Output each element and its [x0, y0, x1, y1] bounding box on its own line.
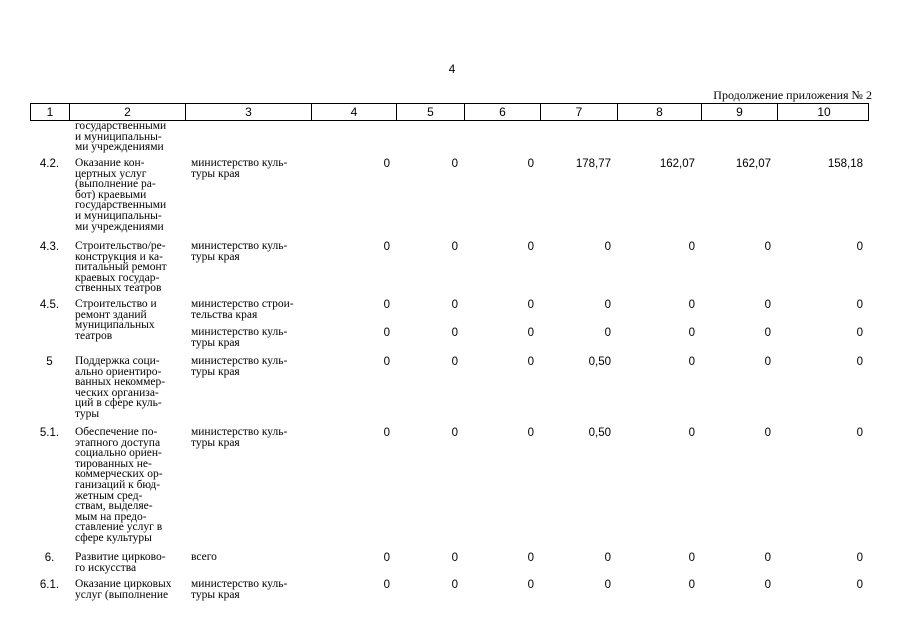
- value-cell-col-4: 0: [383, 241, 390, 253]
- value-cell-col-5: 0: [451, 158, 458, 170]
- value-cell-col-7: 0,50: [588, 356, 611, 368]
- row-name: Поддержка соци- ально ориентиро- ванных некоммер- ческих организа- ций в сфере куль- туры: [75, 355, 166, 420]
- value-cell-col-9: 0: [764, 427, 771, 439]
- value-cell-col-7: 0: [604, 579, 611, 591]
- value-cell-col-5: 0: [451, 241, 458, 253]
- row-executor: министерство куль- туры края: [191, 326, 288, 349]
- column-header-6: 6: [465, 104, 541, 120]
- value-cell-col-4: 0: [383, 327, 390, 339]
- value-cell-col-10: 0: [856, 241, 863, 253]
- row-executor: министерство куль- туры края: [191, 355, 288, 378]
- value-cell-col-9: 0: [764, 356, 771, 368]
- column-header-7: 7: [541, 104, 618, 120]
- value-cell-col-8: 0: [688, 356, 695, 368]
- column-header-9: 9: [702, 104, 778, 120]
- value-cell-col-6: 0: [527, 158, 534, 170]
- row-executor: министерство строи- тельства края: [191, 298, 294, 321]
- value-cell-col-5: 0: [451, 327, 458, 339]
- value-cell-col-9: 0: [764, 299, 771, 311]
- value-cell-col-8: 0: [688, 241, 695, 253]
- value-cell-col-9: 0: [764, 327, 771, 339]
- value-cell-col-10: 0: [856, 427, 863, 439]
- value-cell-col-8: 0: [688, 579, 695, 591]
- row-name: Развитие цирково- го искусства: [75, 551, 166, 574]
- value-cell-col-5: 0: [451, 299, 458, 311]
- value-cell-col-6: 0: [527, 552, 534, 564]
- value-cell-col-7: 0: [604, 299, 611, 311]
- value-cell-col-5: 0: [451, 552, 458, 564]
- column-header-1: 1: [31, 104, 70, 120]
- continuation-note: Продолжение приложения № 2: [713, 88, 872, 102]
- row-number: 4.3.: [39, 241, 60, 253]
- value-cell-col-6: 0: [527, 299, 534, 311]
- row-number: 4.5.: [39, 299, 60, 311]
- value-cell-col-6: 0: [527, 356, 534, 368]
- row-name: Оказание цирковых услуг (выполнение: [75, 578, 172, 601]
- value-cell-col-4: 0: [383, 299, 390, 311]
- value-cell-col-5: 0: [451, 579, 458, 591]
- value-cell-col-9: 162,07: [735, 158, 771, 170]
- value-cell-col-10: 0: [856, 356, 863, 368]
- value-cell-col-6: 0: [527, 427, 534, 439]
- value-cell-col-7: 178,77: [575, 158, 611, 170]
- row-number: 6.1.: [39, 579, 60, 591]
- row-number: 5: [46, 356, 53, 368]
- value-cell-col-7: 0: [604, 552, 611, 564]
- page-number: 4: [448, 62, 456, 76]
- value-cell-col-7: 0: [604, 327, 611, 339]
- value-cell-col-9: 0: [764, 579, 771, 591]
- value-cell-col-5: 0: [451, 427, 458, 439]
- row-name: Обеспечение по- этапного доступа социально ориен- тированных не- коммерческих ор- ганизаций к бюд- жетным сред- ствам, выделяе- мым на предо- ставление услуг в сфере культуры: [75, 426, 163, 544]
- column-header-3: 3: [186, 104, 312, 120]
- value-cell-col-4: 0: [383, 427, 390, 439]
- row-number: 6.: [44, 552, 55, 564]
- value-cell-col-7: 0,50: [588, 427, 611, 439]
- column-header-8: 8: [618, 104, 702, 120]
- value-cell-col-4: 0: [383, 579, 390, 591]
- row-executor: всего: [191, 551, 217, 563]
- value-cell-col-4: 0: [383, 552, 390, 564]
- row-number: 5.1.: [39, 427, 60, 439]
- value-cell-col-8: 0: [688, 427, 695, 439]
- column-header-2: 2: [70, 104, 186, 120]
- row-name: Строительство и ремонт зданий муниципальных театров: [75, 298, 157, 342]
- value-cell-col-8: 162,07: [659, 158, 695, 170]
- value-cell-col-8: 0: [688, 299, 695, 311]
- value-cell-col-4: 0: [383, 356, 390, 368]
- value-cell-col-10: 0: [856, 579, 863, 591]
- value-cell-col-7: 0: [604, 241, 611, 253]
- row-executor: министерство куль- туры края: [191, 426, 288, 449]
- column-header-4: 4: [312, 104, 397, 120]
- value-cell-col-9: 0: [764, 241, 771, 253]
- row-name: Строительство/ре- конструкция и ка- питальный ремонт краевых государ- ственных театров: [75, 240, 167, 295]
- row-name: государственными и муниципальны- ми учреждениями: [75, 120, 167, 154]
- row-number: 4.2.: [39, 158, 60, 170]
- value-cell-col-10: 0: [856, 327, 863, 339]
- column-header-10: 10: [817, 105, 831, 119]
- row-executor: министерство куль- туры края: [191, 578, 288, 601]
- value-cell-col-10: 158,18: [827, 158, 863, 170]
- column-header-5: 5: [397, 104, 465, 120]
- value-cell-col-5: 0: [451, 356, 458, 368]
- value-cell-col-9: 0: [764, 552, 771, 564]
- value-cell-col-8: 0: [688, 552, 695, 564]
- value-cell-col-10: 0: [856, 552, 863, 564]
- value-cell-col-6: 0: [527, 241, 534, 253]
- row-name: Оказание кон- цертных услуг (выполнение ра- бот) краевыми государственными и муниципальны- ми учреждениями: [75, 157, 167, 233]
- value-cell-col-10: 0: [856, 299, 863, 311]
- row-executor: министерство куль- туры края: [191, 240, 288, 263]
- value-cell-col-6: 0: [527, 327, 534, 339]
- value-cell-col-4: 0: [383, 158, 390, 170]
- value-cell-col-8: 0: [688, 327, 695, 339]
- row-executor: министерство куль- туры края: [191, 157, 288, 180]
- value-cell-col-6: 0: [527, 579, 534, 591]
- table-header-row: [30, 103, 869, 121]
